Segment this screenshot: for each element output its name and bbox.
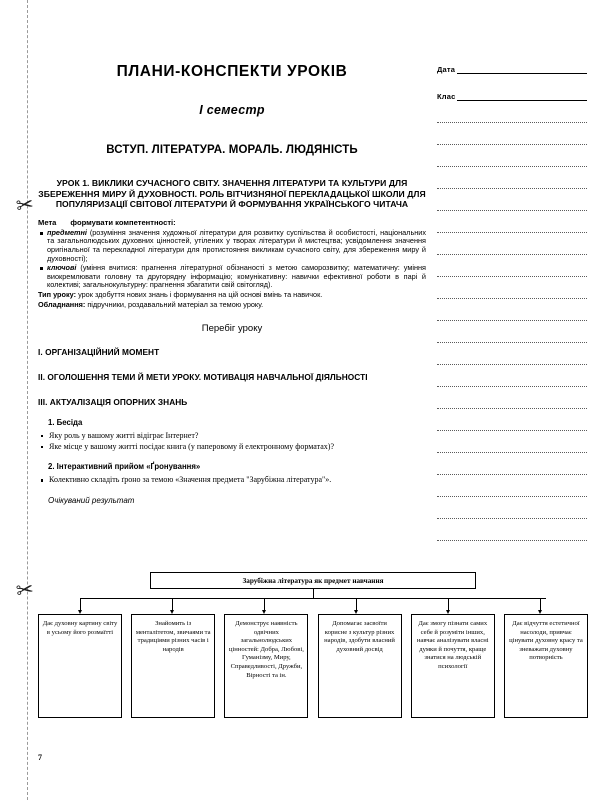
class-rule[interactable] bbox=[457, 92, 587, 101]
note-dotted-line[interactable] bbox=[437, 540, 587, 541]
connector-arrow bbox=[262, 610, 266, 614]
cluster-connectors bbox=[38, 589, 588, 614]
cluster-leaf-node: Дає відчуття естетичної насолоди, привчає цінувати духовну красу та зневажати духовну потворність bbox=[504, 614, 588, 718]
note-dotted-line[interactable] bbox=[437, 342, 587, 343]
cluster-leaf-node: Демонструє наявність одвічних загальнолюдських цінностей: Добра, Любові, Гуманізму, Миру, Справедливості, Дружби, Вірності та ін. bbox=[224, 614, 308, 718]
scissors-icon-bottom: ✂ bbox=[14, 577, 36, 604]
equipment-value: підручники, роздавальний матеріал за темою уроку. bbox=[87, 299, 264, 309]
flow-title: Перебіг уроку bbox=[201, 322, 263, 334]
note-dotted-line[interactable] bbox=[437, 254, 587, 255]
lesson-number: УРОК 1. bbox=[56, 178, 90, 188]
cluster-leaf-node: Знайомить із менталітетом, звичаями та традиціями різних часів і народів bbox=[131, 614, 215, 718]
question-item: Яке місце у вашому житті посідає книга (у паперовому й електронному форматах)? bbox=[38, 442, 426, 452]
note-dotted-line[interactable] bbox=[437, 496, 587, 497]
note-dotted-line[interactable] bbox=[437, 518, 587, 519]
semester-subtitle: I семестр bbox=[199, 103, 265, 117]
cluster-leaf-node: Дає змогу пізнати самих себе й розуміти інших, навчає аналізувати власні думки й почуття, краще знатися на людській психології bbox=[411, 614, 495, 718]
lesson-heading bbox=[38, 178, 426, 210]
connector-arrow bbox=[170, 610, 174, 614]
equipment-label: Обладнання: bbox=[38, 299, 86, 309]
cluster-leaf-row bbox=[38, 614, 588, 718]
note-dotted-line[interactable] bbox=[437, 386, 587, 387]
note-column bbox=[437, 60, 587, 541]
lesson-title: ВИКЛИКИ СУЧАСНОГО СВІТУ. ЗНАЧЕННЯ ЛІТЕРАТУРИ ТА КУЛЬТУРИ ДЛЯ ЗБЕРЕЖЕННЯ МИРУ Й ДУХОВНОСТІ. РОЛЬ ВІТЧИЗНЯНОЇ ПЕРЕКЛАДАЦЬКОЇ ШКОЛИ ДЛЯ ПОПУЛЯРИЗАЦІЇ СВІТОВОЇ ЛІТЕРАТУРИ Й ФОРМУВАННЯ УКРАЇНСЬКОГО ЧИТАЧА bbox=[38, 178, 426, 210]
note-dotted-line[interactable] bbox=[437, 298, 587, 299]
note-dotted-line[interactable] bbox=[437, 276, 587, 277]
aim-item-subject bbox=[38, 229, 426, 264]
aim-term-subject: предметні bbox=[47, 227, 87, 237]
section-organizational-moment: I. ОРГАНІЗАЦІЙНИЙ МОМЕНТ bbox=[38, 346, 160, 357]
note-dotted-line[interactable] bbox=[437, 188, 587, 189]
connector-arrow bbox=[78, 610, 82, 614]
main-content bbox=[38, 55, 426, 512]
aims-intro: формувати компетентності: bbox=[70, 217, 176, 227]
note-dotted-line[interactable] bbox=[437, 144, 587, 145]
task-item: Колективно складіть ґроно за темою «Значення предмета "Зарубіжна література"». bbox=[38, 475, 426, 485]
date-rule[interactable] bbox=[457, 65, 587, 74]
class-field[interactable] bbox=[437, 87, 587, 101]
expected-result-label: Очікуваний результат bbox=[48, 495, 135, 505]
aims-list bbox=[38, 229, 426, 291]
note-dotted-line[interactable] bbox=[437, 408, 587, 409]
aim-term-key: ключові bbox=[47, 262, 77, 272]
date-label: Дата bbox=[437, 65, 456, 74]
cluster-diagram bbox=[38, 572, 588, 718]
lesson-type-line bbox=[38, 290, 426, 299]
cut-dashed-line bbox=[27, 0, 28, 800]
task-list bbox=[38, 475, 426, 485]
note-dotted-line[interactable] bbox=[437, 364, 587, 365]
class-label: Клас bbox=[437, 92, 456, 101]
connector-arrow bbox=[446, 610, 450, 614]
note-dotted-line[interactable] bbox=[437, 320, 587, 321]
note-dotted-line[interactable] bbox=[437, 210, 587, 211]
note-dotted-line[interactable] bbox=[437, 452, 587, 453]
lesson-type-label: Тип уроку: bbox=[38, 290, 77, 300]
aims-block bbox=[38, 219, 426, 309]
aims-label: Мета bbox=[38, 217, 57, 227]
scissors-icon-top: ✂ bbox=[14, 192, 36, 219]
note-dotted-line[interactable] bbox=[437, 122, 587, 123]
note-dotted-line[interactable] bbox=[437, 430, 587, 431]
cluster-root-node: Зарубіжна література як предмет навчання bbox=[150, 572, 476, 589]
cluster-leaf-node: Допомагає засвоїти корисне з культур різних народів, здобути власний духовний досвід bbox=[318, 614, 402, 718]
equipment-line bbox=[38, 300, 426, 309]
page-number: 7 bbox=[38, 753, 42, 762]
section-knowledge-activation: III. АКТУАЛІЗАЦІЯ ОПОРНИХ ЗНАНЬ bbox=[38, 396, 188, 407]
subsection-clustering: 2. Інтерактивний прийом «Ґронування» bbox=[48, 462, 201, 472]
connector-stem bbox=[313, 589, 314, 598]
note-dotted-line[interactable] bbox=[437, 166, 587, 167]
unit-heading: ВСТУП. ЛІТЕРАТУРА. МОРАЛЬ. ЛЮДЯНІСТЬ bbox=[106, 144, 358, 156]
connector-horizontal-bar bbox=[80, 598, 546, 599]
aim-item-key bbox=[38, 264, 426, 290]
aim-text-subject: (розуміння значення художньої літератури для розвитку суспільства й особистості, національних та загальнолюдських духовних цінностей, утілених у творах літератури й мистецтва; усвідомлення значення оригінальної та перекладної літератури для протистояння викликам сучасного світу, для збереження миру й духовності); bbox=[47, 227, 426, 263]
question-item: Яку роль у вашому житті відіграє Інтернет? bbox=[38, 431, 426, 441]
aim-text-key: (уміння вчитися: прагнення літературної обізнаності з метою саморозвитку; математичну: уміння виокремлювати головну та другорядну інформацію; комунікативну: навички ефективної роботи в парі й колективі; загальнокультурну: прагнення збагатити свій світогляд). bbox=[47, 262, 426, 290]
lesson-type-value: урок здобуття нових знань і формування на цій основі вмінь та навичок. bbox=[78, 290, 323, 300]
page-title: ПЛАНИ-КОНСПЕКТИ УРОКІВ bbox=[116, 63, 348, 80]
aims-header bbox=[38, 219, 426, 228]
connector-arrow bbox=[354, 610, 358, 614]
date-field[interactable] bbox=[437, 60, 587, 74]
question-list bbox=[38, 431, 426, 452]
note-dotted-line[interactable] bbox=[437, 232, 587, 233]
note-dotted-line[interactable] bbox=[437, 474, 587, 475]
section-topic-announcement: II. ОГОЛОШЕННЯ ТЕМИ Й МЕТИ УРОКУ. МОТИВАЦІЯ НАВЧАЛЬНОЇ ДІЯЛЬНОСТІ bbox=[38, 371, 368, 382]
cluster-leaf-node: Дає духовну картину світу в усьому його розмаїтті bbox=[38, 614, 122, 718]
connector-arrow bbox=[538, 610, 542, 614]
subsection-conversation: 1. Бесіда bbox=[48, 417, 83, 427]
